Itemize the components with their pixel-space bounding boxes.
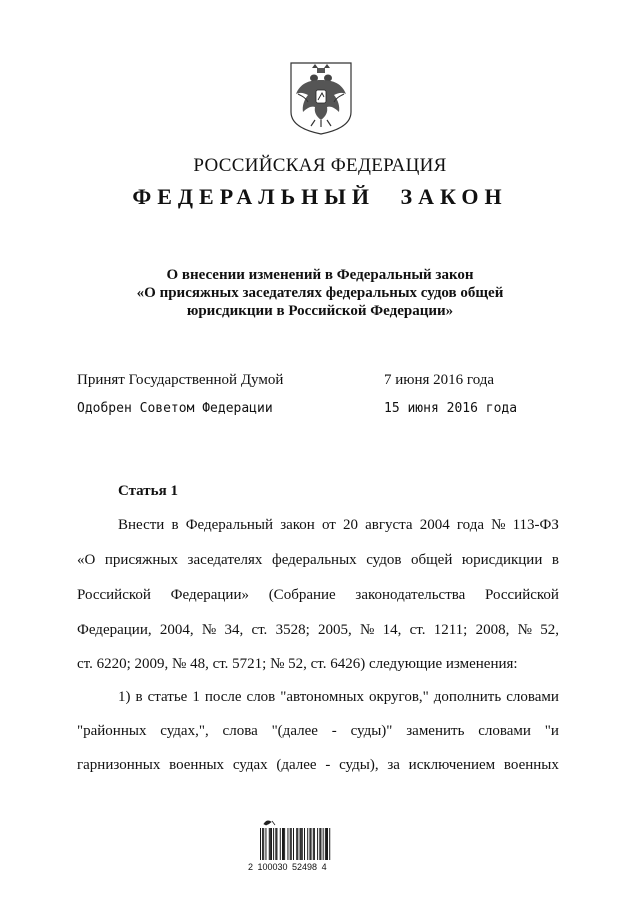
body-word: 34, xyxy=(224,622,244,638)
body-word: судах,", xyxy=(160,723,209,739)
body-word: № xyxy=(360,622,375,638)
body-word: общей xyxy=(411,552,453,568)
body-word: слова xyxy=(222,723,258,739)
body-word: словами xyxy=(506,689,559,705)
body-word: суды), xyxy=(339,757,379,773)
body-line xyxy=(77,587,559,604)
body-word: № xyxy=(201,622,217,638)
body-word: военных xyxy=(503,757,559,773)
body-word: августа xyxy=(365,517,413,533)
law-title-line: О внесении изменений в Федеральный закон xyxy=(166,267,474,283)
body-word: - xyxy=(331,723,337,739)
body-word: за xyxy=(387,757,400,773)
body-word: 1 xyxy=(192,689,200,705)
body-word: статье xyxy=(147,689,188,705)
law-title xyxy=(110,266,530,320)
body-word: заседателях xyxy=(187,552,263,568)
document-type: ФЕДЕРАЛЬНЫЙ ЗАКОН xyxy=(132,184,508,209)
body-line xyxy=(77,552,559,569)
coat-of-arms-emblem xyxy=(288,60,354,136)
body-word: в xyxy=(551,552,559,568)
duma-adoption-label: Принят Государственной Думой xyxy=(77,372,284,388)
body-word: судов xyxy=(366,552,402,568)
body-word: (далее xyxy=(276,757,317,773)
body-word: 2005, xyxy=(318,622,352,638)
law-title-line: «О присяжных заседателях федеральных судов общей xyxy=(136,285,504,301)
body-word: 1) xyxy=(118,689,131,705)
body-word: № xyxy=(491,517,506,533)
country-name: РОССИЙСКАЯ ФЕДЕРАЦИЯ xyxy=(193,155,447,176)
body-line: ст. 6220; 2009, № 48, ст. 5721; № 52, ст. 6426) следующие изменения: xyxy=(77,656,518,672)
body-word: "автономных xyxy=(280,689,364,705)
body-word: слов xyxy=(246,689,276,705)
body-word: № xyxy=(517,622,532,638)
body-word: словами xyxy=(478,723,531,739)
duma-adoption-date: 7 июня 2016 года xyxy=(384,372,495,388)
body-line xyxy=(118,517,559,534)
body-word: ст. xyxy=(251,622,268,638)
body-word: гарнизонных xyxy=(77,757,161,773)
body-word: округов," xyxy=(368,689,429,705)
body-word: 2008, xyxy=(475,622,510,638)
council-approval-label: Одобрен Советом Федерации xyxy=(77,401,273,416)
body-word: законодательства xyxy=(355,587,466,603)
body-word: Федерации, xyxy=(77,622,152,638)
body-word: исключением xyxy=(408,757,496,773)
body-word: военных xyxy=(169,757,225,773)
body-word: 3528; xyxy=(275,622,310,638)
body-word: "и xyxy=(544,723,559,739)
body-word: присяжных xyxy=(104,552,178,568)
body-line xyxy=(77,723,559,740)
body-word: Российской xyxy=(77,587,151,603)
body-word: 2004 xyxy=(419,517,450,533)
body-word: Федеральный xyxy=(185,517,274,533)
body-word: - xyxy=(325,757,331,773)
body-word: закон xyxy=(280,517,315,533)
body-word: суды)" xyxy=(350,723,393,739)
body-word: в xyxy=(135,689,143,705)
body-word: дополнить xyxy=(433,689,502,705)
body-word: ст. xyxy=(409,622,426,638)
body-word: после xyxy=(204,689,242,705)
body-line xyxy=(118,689,559,706)
body-word: заменить xyxy=(406,723,465,739)
body-word: 1211; xyxy=(433,622,468,638)
body-word: 113-ФЗ xyxy=(512,517,559,533)
body-word: «О xyxy=(77,552,96,568)
body-word: судах xyxy=(232,757,268,773)
body-word: "районных xyxy=(77,723,147,739)
body-word: Российской xyxy=(485,587,559,603)
body-word: Внести xyxy=(118,517,165,533)
law-title-line: юрисдикции в Российской Федерации» xyxy=(186,303,454,319)
body-word: года xyxy=(456,517,484,533)
body-line xyxy=(77,757,559,774)
body-word: 2004, xyxy=(159,622,194,638)
body-word: 52, xyxy=(540,622,559,638)
body-word: (Собрание xyxy=(268,587,336,603)
body-word: юрисдикции xyxy=(461,552,543,568)
article-heading: Статья 1 xyxy=(118,483,178,499)
body-word: от xyxy=(321,517,336,533)
body-word: "(далее xyxy=(271,723,318,739)
body-line xyxy=(77,622,559,639)
body-word: 20 xyxy=(342,517,358,533)
body-word: в xyxy=(171,517,179,533)
body-word: Федерации» xyxy=(170,587,249,603)
barcode-number: 2 100030 52498 4 xyxy=(248,862,327,872)
council-approval-date: 15 июня 2016 года xyxy=(384,401,518,416)
body-word: 14, xyxy=(382,622,402,638)
body-word: федеральных xyxy=(271,552,357,568)
